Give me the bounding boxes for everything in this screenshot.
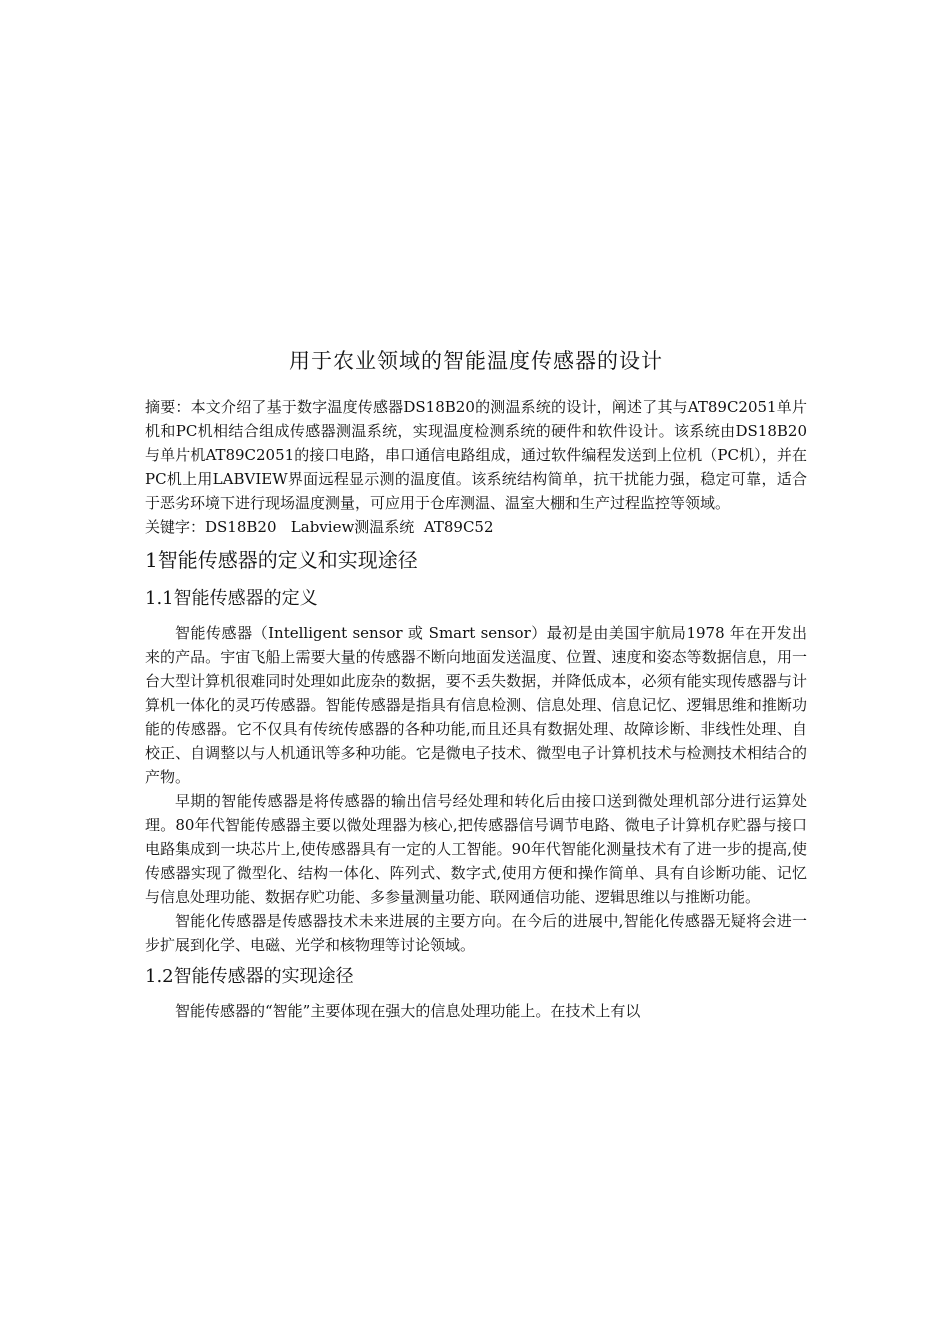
document-title: 用于农业领域的智能温度传感器的设计 — [289, 349, 663, 373]
section-1-1-heading: 1.1智能传感器的定义 — [145, 588, 318, 609]
section-1-2-paragraph: 智能传感器的“智能”主要体现在强大的信息处理功能上。在技术上有以 — [175, 1002, 641, 1020]
section-1-heading: 1智能传感器的定义和实现途径 — [145, 548, 418, 572]
section-1-1-paragraph: 早期的智能传感器是将传感器的输出信号经处理和转化后由接口送到微处理机部分进行运算处理。80年代智能传感器主要以微处理器为核心,把传感器信号调节电路、微电子计算机存贮器与接口电路集成到一块芯片上,使传感器具有一定的人工智能。90年代智能化测量技术有了进一步的提高,使传感器实现了微型化、结构一体化、阵列式、数字式,使用方便和操作简单、具有自诊断功能、记忆与信息处理功能、数据存贮功能、多参量测量功能、联网通信功能、逻辑思维以与推断功能。 — [145, 792, 807, 906]
abstract: 摘要：本文介绍了基于数字温度传感器DS18B20的测温系统的设计，阐述了其与AT89C2051单片机和PC机相结合组成传感器测温系统，实现温度检测系统的硬件和软件设计。该系统由DS18B20与单片机AT89C2051的接口电路，串口通信电路组成，通过软件编程发送到上位机（PC机），并在PC机上用LABVIEW界面远程显示测的温度值。该系统结构简单，抗干扰能力强，稳定可靠，适合于恶劣环境下进行现场温度测量，可应用于仓库测温、温室大棚和生产过程监控等领域。 — [145, 398, 807, 512]
section-1-2-heading: 1.2智能传感器的实现途径 — [145, 966, 354, 987]
section-1-1-paragraph: 智能化传感器是传感器技术未来进展的主要方向。在今后的进展中,智能化传感器无疑将会进一步扩展到化学、电磁、光学和核物理等讨论领域。 — [145, 912, 807, 954]
document-body — [145, 343, 807, 1023]
keywords: 关键字：DS18B20 Labview测温系统 AT89C52 — [145, 518, 494, 536]
section-1-1-paragraph: 智能传感器（Intelligent sensor 或 Smart sensor）最初是由美国宇航局1978 年在开发出来的产品。宇宙飞船上需要大量的传感器不断向地面发送温度、位置、速度和姿态等数据信息，用一台大型计算机很难同时处理如此庞杂的数据，要不丢失数据，并降低成本，必须有能实现传感器与计算机一体化的灵巧传感器。智能传感器是指具有信息检测、信息处理、信息记忆、逻辑思维和推断功能的传感器。它不仅具有传统传感器的各种功能,而且还具有数据处理、故障诊断、非线性处理、自校正、自调整以与人机通讯等多种功能。它是微电子技术、微型电子计算机技术与检测技术相结合的产物。 — [145, 624, 807, 786]
